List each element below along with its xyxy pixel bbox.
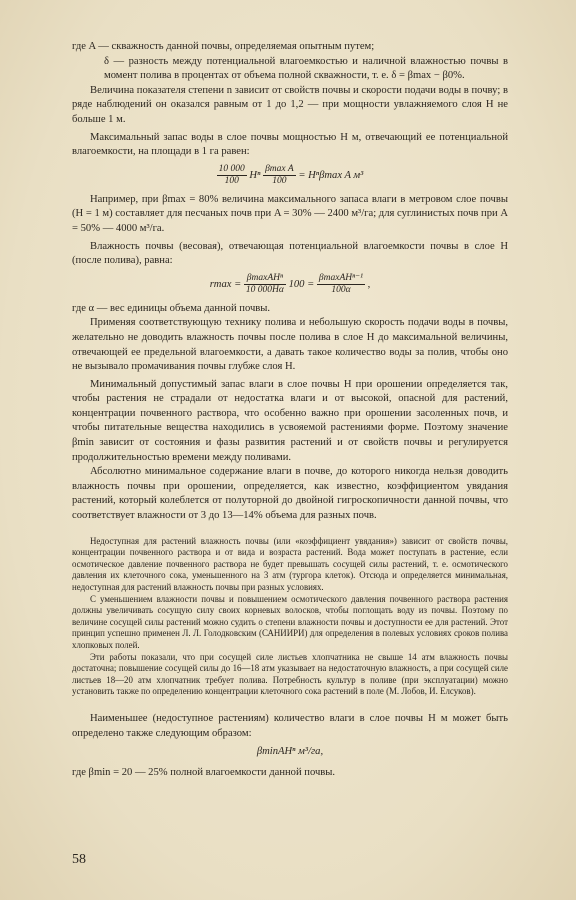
page-number: 58	[72, 852, 86, 867]
fraction: $\frac{\text{βmax A}}{100}$	[265, 163, 294, 186]
paragraph-max-storage: Максимальный запас воды в слое почвы мощностью H м, отвечающий ее потенциальной влагоемкости, на площади в 1 га равен:	[72, 131, 508, 158]
page-body	[72, 40, 508, 780]
formula-beta-min: βminAHⁿ м³/га,	[256, 746, 324, 758]
paragraph-wilting: Абсолютно минимальное содержание влаги в почве, до которого никогда нельзя доводить влажность почвы при орошении, определяется, как известно, коэффициентом увядания растений, который колеблется от полуторной до двойной гигроскопичности данной почвы, что соответствует влажности от 3 до 13—14% объема для разных почв.	[72, 466, 508, 522]
note-paragraph-3: Эти работы показали, что при сосущей силе листьев хлопчатника не свыше 14 атм влажность почвы достаточна; повышение сосущей силы до 16—18 атм указывает на недостаточную влажность, а при сосущей силе листьев 18—20 атм хлопчатник требует полива. Потребность культур в поливе (при эксплуатации) можно установить также по определению концентрации клеточного сока растений в поле (М. Лобов, И. Елсуков).	[72, 651, 508, 697]
paragraph-technique: Применяя соответствующую технику полива и небольшую скорость подачи воды в почвы, желательно не доводить влажность почвы после полива в слое H до максимальной величины, отвечающей ее предельной влагоемкости, а давать такое количество воды за полив, чтобы оно не вызывало промачивания почвы глубже слоя H.	[72, 317, 508, 373]
small-print-note	[72, 536, 508, 698]
definition-delta: δ — разность между потенциальной влагоемкостью и наличной влажностью почвы в момент полива в процентах от объема полной скважности, т. е. δ = βmax − β0%.	[104, 55, 508, 82]
formula-max-storage: $\frac{10 000}{100}$ Hⁿ $\frac{\text{βmax A}}{100}$ = Hⁿβmax A м³	[218, 163, 364, 186]
formula-rmax: rmax = $\frac{\text{βmaxAHⁿ}}{10 000H\alpha}$ 100 = $\frac{\text{βmaxAHⁿ⁻¹}}{100\alpha}$ ,	[209, 272, 371, 295]
fraction: $\frac{\text{βmaxAHⁿ}}{10 000H\alpha}$	[245, 272, 284, 295]
paragraph-example: Например, при βmax = 80% величина максимального запаса влаги в метровом слое почвы (H = 1 м) составляет для песчаных почв при A = 30% — 2400 м³/га; для суглинистых почв при A = 50% — 4000 м³/га.	[72, 193, 508, 234]
note-paragraph-2: С уменьшением влажности почвы и повышением осмотического давления почвенного раствора растения должны увеличивать сосущую силу своих корневых волосков, чтобы поглощать воду из почвы. Поэтому по величине сосущей силы растений можно судить о степени влажности почвы и доступности ее для растений. Этот принцип успешно применен Л. Л. Голодковским (САНИИРИ) для определения в полевых условиях сроков полива хлопковых полей.	[72, 593, 508, 650]
note-paragraph-1: Недоступная для растений влажность почвы (или «коэффициент увядания») зависит от свойств почвы, концентрации почвенного раствора и от вида и возраста растений. Вода может поступать в растение, если осмотическое давление почвенного раствора не будет превышать сосущей силы растений, т. е. осмотического давления их клеточного сока, уменьшенного на 3 атм (тургора клеток). Отсюда и определяется минимальная, недоступная для растений влажность почвы при разных условиях.	[72, 535, 508, 592]
fraction: $\frac{10 000}{100}$	[218, 163, 245, 186]
paragraph-min-storage: Минимальный допустимый запас влаги в слое почвы H при орошении определяется так, чтобы растения не страдали от недостатка влаги и от высокой, опасной для растений, концентрации почвенного раствора, что особенно важно при орошении засоленных почв, и чтобы питательные вещества находились в усвояемой растениями форме. Поэтому значение βmin зависит от состояния и фазы развития растений и от свойств почвы и регулируется продолжительностью времени между поливами.	[72, 378, 508, 463]
paragraph-exponent: Величина показателя степени n зависит от свойств почвы и скорости подачи воды в почву; в ряде наблюдений он оказался равным от 1 до 1,2 — при мощности увлажняемого слоя H не больше 1 м.	[72, 84, 508, 125]
paragraph-weight-moisture: Влажность почвы (весовая), отвечающая потенциальной влагоемкости почвы в слое H (после полива), равна:	[72, 240, 508, 267]
definition-alpha: где α — вес единицы объема данной почвы.	[72, 302, 271, 314]
definition-beta-min: где βmin = 20 — 25% полной влагоемкости данной почвы.	[72, 766, 336, 778]
fraction: $\frac{\text{βmaxAHⁿ⁻¹}}{100\alpha}$	[318, 272, 363, 295]
paragraph-least-moisture: Наименьшее (недоступное растениям) количество влаги в слое почвы H м может быть определено также следующим образом:	[72, 712, 508, 739]
definition-a: где A — скважность данной почвы, определяемая опытным путем;	[72, 41, 375, 52]
